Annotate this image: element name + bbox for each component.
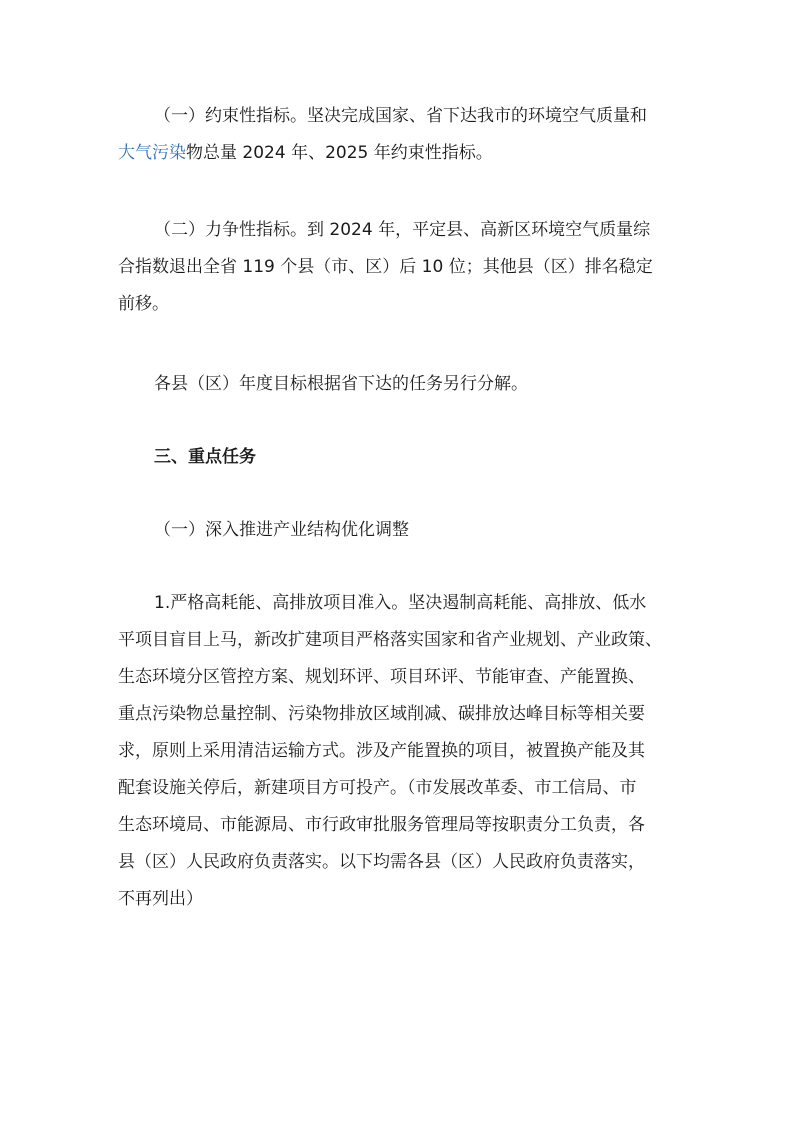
paragraph-line: 求，原则上采用清洁运输方式。涉及产能置换的项目，被置换产能及其 bbox=[118, 741, 645, 761]
subheading bbox=[118, 512, 678, 549]
paragraph-line: 配套设施关停后，新建项目方可投产。（市发展改革委、市工信局、市 bbox=[118, 778, 637, 798]
paragraph-line: 各县（区）年度目标根据省下达的任务另行分解。 bbox=[154, 374, 528, 394]
paragraph-line-rest: 物总量 2024 年、2025 年约束性指标。 bbox=[186, 143, 493, 163]
paragraph-line: （二）力争性指标。到 2024 年，平定县、高新区环境空气质量综 bbox=[154, 220, 651, 240]
paragraph-striving-targets bbox=[118, 212, 678, 323]
paragraph-line: 前移。 bbox=[118, 294, 169, 314]
paragraph-binding-targets bbox=[118, 98, 678, 172]
paragraph-line: （一）约束性指标。坚决完成国家、省下达我市的环境空气质量和 bbox=[154, 106, 647, 126]
paragraph-project-access bbox=[118, 585, 678, 918]
paragraph-line: 平项目盲目上马，新改扩建项目严格落实国家和省产业规划、产业政策、 bbox=[118, 630, 662, 650]
paragraph-line: 1.严格高耗能、高排放项目准入。坚决遏制高耗能、高排放、低水 bbox=[154, 593, 647, 613]
paragraph-line: 县（区）人民政府负责落实。以下均需各县（区）人民政府负责落实， bbox=[118, 852, 645, 872]
subheading-text: （一）深入推进产业结构优化调整 bbox=[154, 520, 409, 540]
section-heading-text: 三、重点任务 bbox=[154, 447, 256, 467]
paragraph-line: 生态环境局、市能源局、市行政审批服务管理局等按职责分工负责，各 bbox=[118, 815, 645, 835]
paragraph-line: 重点污染物总量控制、污染物排放区域削减、碳排放达峰目标等相关要 bbox=[118, 704, 645, 724]
paragraph-line: 生态环境分区管控方案、规划环评、项目环评、节能审查、产能置换、 bbox=[118, 667, 645, 687]
air-pollution-link[interactable]: 大气污染 bbox=[118, 143, 186, 163]
paragraph-annual-targets bbox=[118, 366, 678, 403]
section-heading bbox=[118, 439, 678, 476]
paragraph-line: 不再列出） bbox=[118, 889, 203, 909]
paragraph-line: 合指数退出全省 119 个县（市、区）后 10 位；其他县（区）排名稳定 bbox=[118, 257, 653, 277]
paragraph-line bbox=[118, 135, 678, 172]
